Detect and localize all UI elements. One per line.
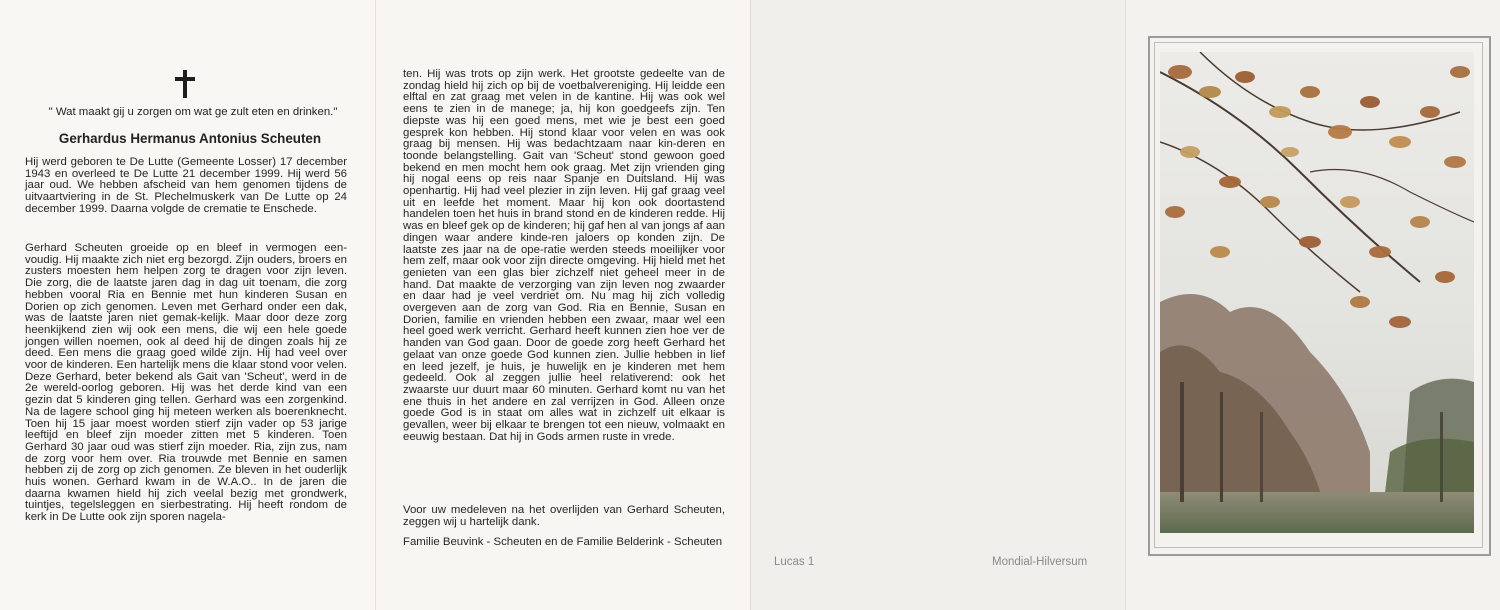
bible-quote: " Wat maakt gij u zorgen om wat ge zult eten en drinken." xyxy=(48,106,338,118)
autumn-trees-photo xyxy=(1160,52,1474,533)
printer-name: Mondial-Hilversum xyxy=(992,556,1088,568)
left-panel xyxy=(0,0,375,610)
scripture-reference: Lucas 1 xyxy=(774,556,815,568)
back-panel xyxy=(750,0,1126,610)
thanks-text: Voor uw medeleven na het overlijden van Gerhard Scheuten, zeggen wij u hartelijk dank. xyxy=(403,504,725,528)
paragraph-birth: Hij werd geboren te De Lutte (Gemeente Losser) 17 december 1943 en overleed te De Lutte 21 december 1999. Hij werd 56 jaar oud. We hebben afscheid van hem genomen tijdens de uitvaartviering in de St. Plechelmuskerk van De Lutte op 24 december 1999. Daarna volgde de crematie te Enschede. xyxy=(25,156,347,215)
family-signature: Familie Beuvink - Scheuten en de Familie Belderink - Scheuten xyxy=(403,536,723,548)
deceased-name: Gerhardus Hermanus Antonius Scheuten xyxy=(58,131,322,146)
paragraph-life: Gerhard Scheuten groeide op en bleef in vermogen een-voudig. Hij maakte zich niet erg bezorgd. Zijn ouders, broers en zusters moesten hem helpen zorg te dragen voor zijn leven. Die zorg, die de laatste jaren dag in dag uit toenam, die zorg hebben vooral Ria en Bennie met hun kinderen Susan en Dorien op zich genomen. Leven met Gerhard onder een dak, was de laatste jaren niet gemak-kelijk. Maar door deze zorg heenkijkend zien wij ook een mens, die wij een hele goede jongen willen noemen, ook al deed hij de dingen zoals hij ze deed. Een mens die graag goed wilde zijn. Hij had veel over voor de kinderen. Een hartelijk mens die klaar stond voor velen. Deze Gerhard, beter bekend als Gait van 'Scheut', werd in de 2e wereld-oorlog geboren. Hij was het derde kind van een gezin dat 5 kinderen ging tellen. Gerhard was een zorgenkind. Na de lagere school ging hij meteen werken als boerenknecht. Toen hij 15 jaar moest worden stierf zijn vader op 53 jarige leeftijd en bleef zijn moeder zitten met 5 kinderen. Toen Gerhard 30 jaar oud was stierf zijn moeder. Ria, zijn zus, nam de zorg voor hem over. Ria trouwde met Bennie en samen hebben zij de zorg op zich genomen. Ze bleven in het ouderlijk huis wonen. Gerhard kwam in de W.A.O.. In de jaren die daarna kwamen hield hij zich veelal bezig met grondwerk, tuintjes, tegelsleggen en sierbestrating. Hij heeft rondom de kerk in De Lutte ook zijn sporen nagela- xyxy=(25,242,347,524)
paragraph-life-continued: ten. Hij was trots op zijn werk. Het grootste gedeelte van de zondag hield hij zich op bij de voetbalvereniging. Hij leidde een elftal en zat graag met velen in de kantine. Hij was ook wel eens te zien in de manege; ja, hij kon goedgeefs zijn. Ten diepste was hij een goed mens, met wie je best een goed gesprek kon hebben. Hij stond klaar voor velen en was ook graag bij mensen. Hij was bedachtzaam naar kin-deren en toonde belangstelling. Gait van 'Scheut' stond gewoon goed bekend en men mocht hem ook graag. Met zijn vrienden ging hij nogal eens op reis naar Spanje en Duitsland. Hij was openhartig. Hij had veel plezier in zijn leven. Hij gaf graag veel uit en leefde het moment. Maar hij kon ook doortastend handelen toen het huis in brand stond en de kinderen redde. Hij was en bleef gek op de kinderen; hij gaf hen al van jongs af aan dingen waar andere kinde-ren jaloers op konden zijn. De laatste zes jaar na de ope-ratie werden steeds moeilijker voor hem zelf, maar ook voor zijn directe omgeving. Hij hield met het genieten van een glas bier zichzelf niet geheel meer in de hand. Dat maakte de verzorging van zijn leven nog zwaarder en daar had je veel verdriet om. Nu mag hij zich volledig overgeven aan de zorg van God. Ria en Bennie, Susan en Dorien, familie en vrienden hebben een zwaar, maar wel een heel goed werk verricht. Gerhard heeft kunnen zien hoe ver de handen van God gaan. Door de goede zorg heeft Gerhard het gelaat van onze goede God kunnen zien. Jullie hebben in lief en leed jezelf, je huis, je huwelijk en je kinderen met hem gedeeld. Ook al zeggen jullie heel relativerend: ook het zwaarste uur duurt maar 60 minuten. Gerhard komt nu van het ene thuis in het andere en zal verrijzen in God. Alleen onze goede God is in staat om alles wat in zichzelf uit elkaar is gevallen, weer bij elkaar te brengen tot een nieuw, volmaakt en eeuwig bestaan. Dat hij in Gods armen ruste in vrede. xyxy=(403,68,725,443)
cross-icon xyxy=(170,68,200,102)
